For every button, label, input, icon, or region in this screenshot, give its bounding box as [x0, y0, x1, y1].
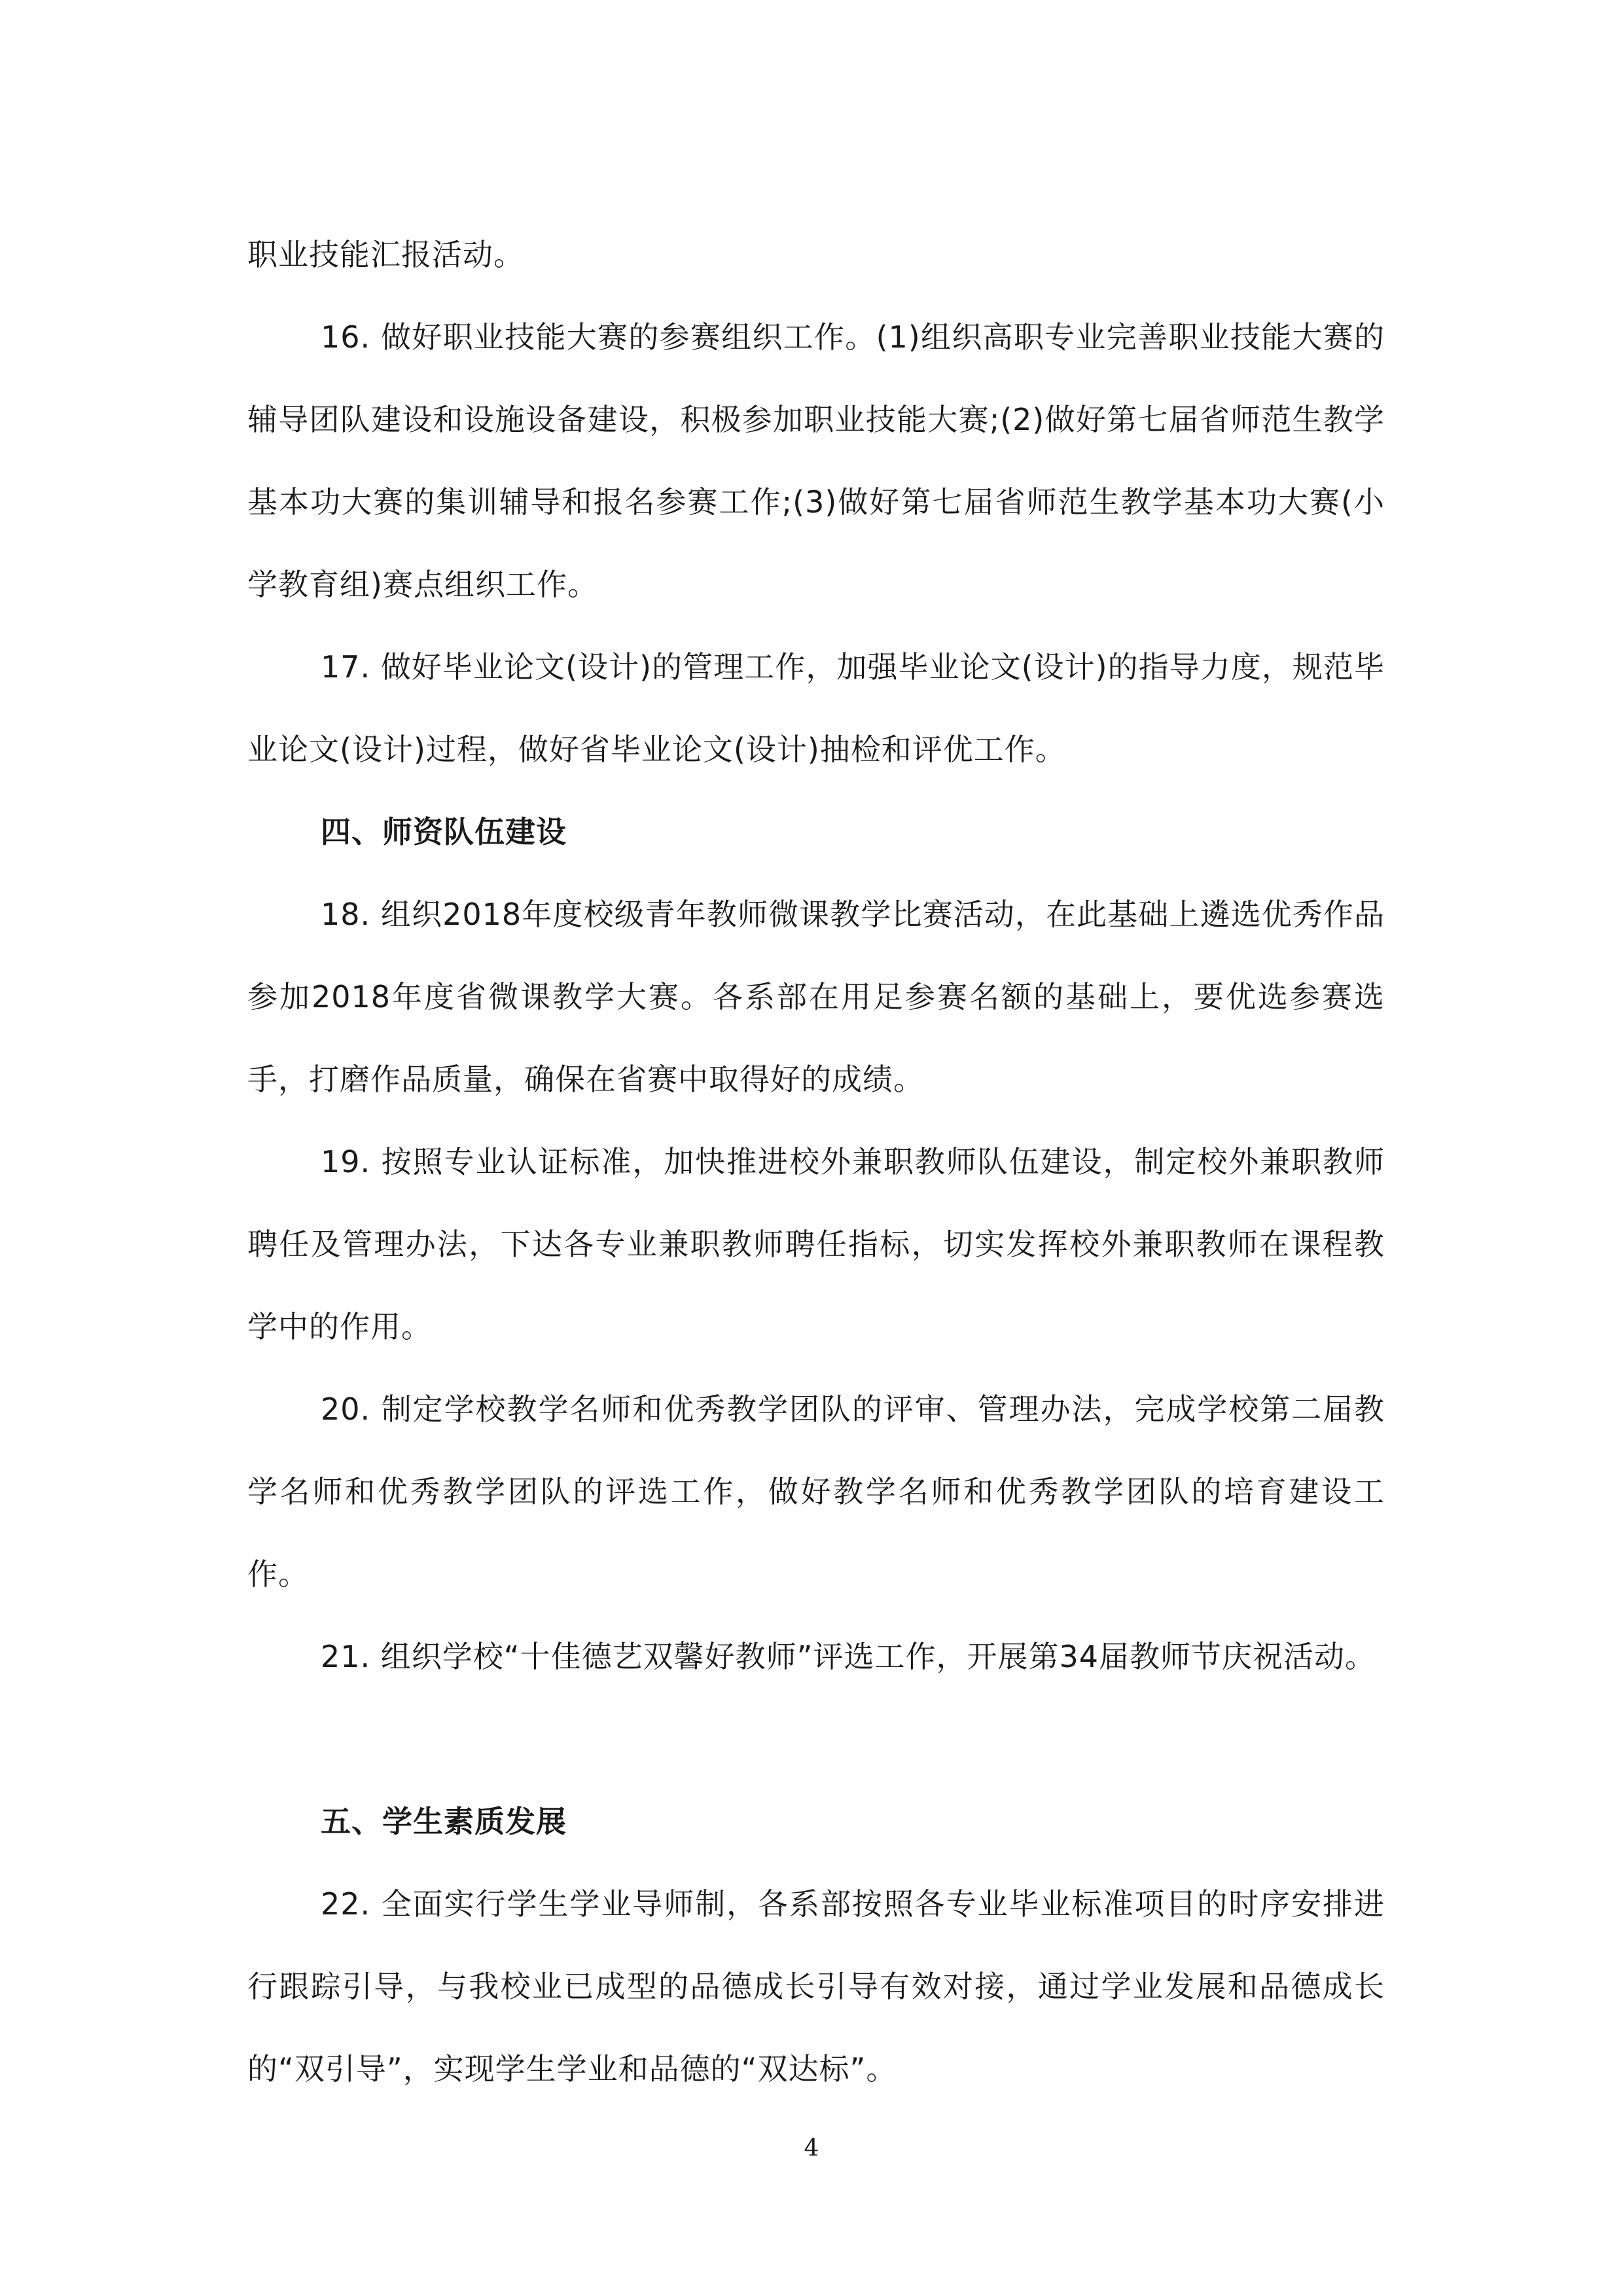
- paragraph-item-18: 18. 组织2018年度校级青年教师微课教学比赛活动，在此基础上遴选优秀作品参加2018年度省微课教学大赛。各系部在用足参赛名额的基础上，要优选参赛选手，打磨作品质量，确保在省赛中取得好的成绩。: [247, 897, 1385, 1097]
- section-heading-students: 五、学生素质发展: [321, 1804, 567, 1839]
- paragraph-item-16: 16. 做好职业技能大赛的参赛组织工作。(1)组织高职专业完善职业技能大赛的辅导团队建设和设施设备建设，积极参加职业技能大赛;(2)做好第七届省师范生教学基本功大赛的集训辅导和报名参赛工作;(3)做好第七届省师范生教学基本功大赛(小学教育组)赛点组织工作。: [247, 319, 1385, 602]
- paragraph-item-20: 20. 制定学校教学名师和优秀教学团队的评审、管理办法，完成学校第二届教学名师和优秀教学团队的评选工作，做好教学名师和优秀教学团队的培育建设工作。: [247, 1391, 1385, 1592]
- paragraph-item-22: 22. 全面实行学生学业导师制，各系部按照各专业毕业标准项目的时序安排进行跟踪引导，与我校业已成型的品德成长引导有效对接，通过学业发展和品德成长的“双引导”，实现学生学业和品德的“双达标”。: [247, 1886, 1385, 2087]
- paragraph-item-21: 21. 组织学校“十佳德艺双馨好教师”评选工作，开展第34届教师节庆祝活动。: [321, 1639, 1376, 1674]
- section-heading-faculty: 四、师资队伍建设: [321, 814, 567, 850]
- page-number: 4: [804, 2135, 819, 2162]
- paragraph-continuation: 职业技能汇报活动。: [247, 237, 524, 272]
- paragraph-item-17: 17. 做好毕业论文(设计)的管理工作，加强毕业论文(设计)的指导力度，规范毕业论文(设计)过程，做好省毕业论文(设计)抽检和评优工作。: [247, 649, 1385, 767]
- paragraph-item-19: 19. 按照专业认证标准，加快推进校外兼职教师队伍建设，制定校外兼职教师聘任及管理办法，下达各专业兼职教师聘任指标，切实发挥校外兼职教师在课程教学中的作用。: [247, 1144, 1385, 1344]
